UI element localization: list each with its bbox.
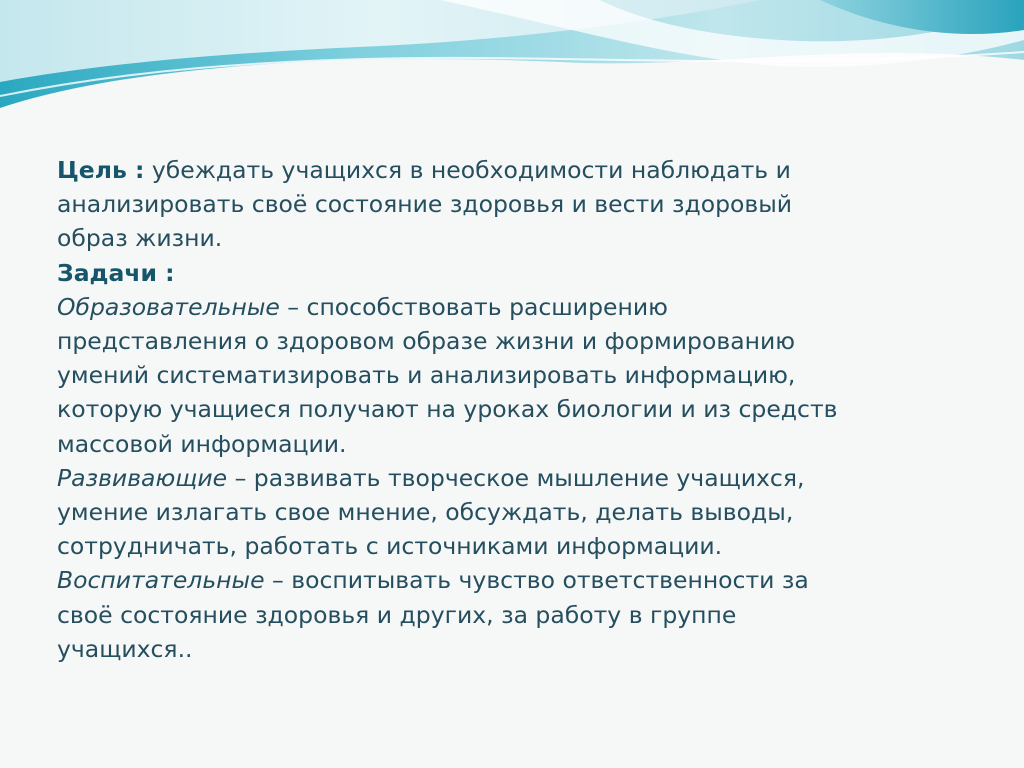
task-term: Развивающие	[57, 463, 228, 492]
wave-decoration	[0, 0, 1024, 120]
task-term: Образовательные	[57, 292, 280, 321]
task-developmental	[57, 461, 857, 564]
goal-text: убеждать учащихся в необходимости наблюдать и анализировать своё состояние здоровья и вести здоровый образ жизни.	[57, 156, 793, 253]
tasks-label: Задачи :	[57, 258, 175, 287]
task-text: – воспитывать чувство ответственности за своё состояние здоровья и других, за работу в группе учащихся..	[57, 566, 809, 663]
goal-label: Цель :	[57, 156, 145, 184]
slide-body	[57, 153, 857, 666]
tasks-heading	[57, 256, 857, 290]
task-upbringing	[57, 563, 857, 666]
task-term: Воспитательные	[57, 566, 265, 595]
goal-paragraph	[57, 153, 857, 256]
task-educational	[57, 290, 857, 461]
task-text: – способствовать расширению представления о здоровом образе жизни и формированию умений систематизировать и анализировать информацию, которую учащиеся получают на уроках биологии и из средств массовой информации.	[57, 292, 838, 458]
task-text: – развивать творческое мышление учащихся, умение излагать свое мнение, обсуждать, делать выводы, сотрудничать, работать с источниками информации.	[57, 463, 805, 561]
